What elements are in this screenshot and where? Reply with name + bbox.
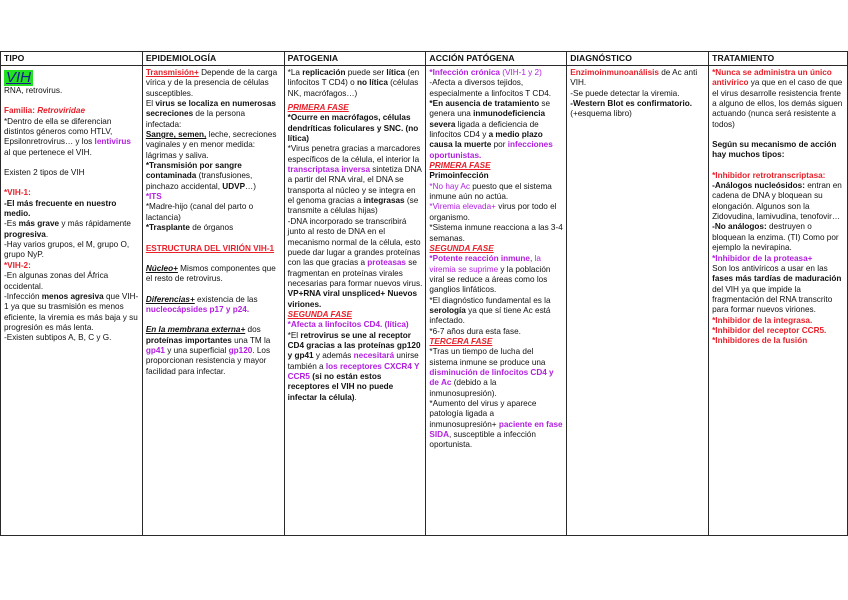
tipo-vih1-heading: *VIH-1: bbox=[4, 188, 31, 198]
tipo-vih1-grupos: -Hay varios grupos, el M, grupo O, grupo NyP. bbox=[4, 240, 130, 260]
tipo-vih1-grave: -Es más grave y más rápidamente progresiva. bbox=[4, 219, 131, 239]
trat-proteasa: *Inhibidor de la proteasa+ bbox=[712, 253, 813, 263]
trat-no-analogos: -No análogos: destruyen o bloquean la enzima. (TI) Como por ejemplo la nevirapina. bbox=[712, 222, 839, 253]
pat-replicacion: *La replicación puede ser lítica (en linfocitos T CD4) o no lítica (células NK, macrófagos…) bbox=[287, 68, 420, 98]
trat-proteasa-desc: Son los antivíricos a usar en las fases más tardías de maduración del VIH ya que impide la fragmentación del RNA transcrito para formar nuevos viriones. bbox=[712, 263, 842, 315]
header-epidemiologia: EPIDEMIOLOGÍA bbox=[142, 52, 284, 66]
header-patogenia: PATOGENIA bbox=[284, 52, 426, 66]
acc-primoinfeccion: Primoinfección bbox=[429, 171, 489, 181]
acc-reacciona: *Sistema inmune reacciona a las 3-4 semanas. bbox=[429, 223, 563, 243]
acc-anos: *6-7 años dura esta fase. bbox=[429, 326, 521, 336]
acc-diagnostico: *El diagnóstico fundamental es la serología ya que sí tiene Ac está infectado. bbox=[429, 295, 551, 326]
diag-western-blot: -Western Blot es confirmatorio. bbox=[570, 99, 693, 109]
header-accion-patogena: ACCIÓN PATÓGENA bbox=[426, 52, 567, 66]
acc-ausencia: *En ausencia de tratamiento se genera una inmunodeficiencia severa ligada a deficiencia de linfocitos CD4 y a medio plazo causa la muerte por infecciones oportunistas. bbox=[429, 99, 553, 160]
epi-madre: *Madre-hijo (canal del parto o lactancia) bbox=[145, 202, 254, 222]
epi-trans-sangre: *Transmisión por sangre contaminada (transfusiones, pinchazo accidental, UDVP…) bbox=[145, 161, 256, 191]
header-tratamiento: TRATAMIENTO bbox=[709, 52, 848, 66]
cell-tipo bbox=[1, 66, 143, 536]
trat-unico: *Nunca se administra un único antivírico ya que en el caso de que el virus desarrolle resistencia frente a alguno de ellos, los demás siguen actuando (nunca será resistente a todos) bbox=[712, 68, 843, 129]
cell-diagnostico bbox=[567, 66, 709, 536]
tipo-vih2-subtipos: -Existen subtipos A, B, C y G. bbox=[4, 333, 112, 343]
acc-cronica: *Infección crónica (VIH-1 y 2) bbox=[429, 68, 542, 77]
acc-segunda-fase: SEGUNDA FASE bbox=[429, 243, 494, 253]
pat-receptor: *El retrovirus se une al receptor CD4 gracias a las proteínas gp120 y gp41 y además necesitará unirse también a los receptores CXCR4 Y CCR5 (si no están estos receptores el VIH no puede infectar la célula). bbox=[287, 330, 421, 402]
epi-diferencias: Diferencias+ existencia de las nucleocápsides p17 y p24. bbox=[145, 294, 258, 314]
pat-afecta: *Afecta a linfocitos CD4. (lítica) bbox=[287, 320, 409, 330]
pat-primera-fase: PRIMERA FASE bbox=[287, 103, 349, 113]
tipo-vih1-frecuente: -El más frecuente en nuestro medio. bbox=[4, 198, 117, 219]
epi-transmision: Transmisión+ Depende de la carga vírica y de la presencia de células susceptibles. bbox=[145, 68, 278, 98]
cell-patogenia bbox=[284, 66, 426, 536]
tipo-existen: Existen 2 tipos de VIH bbox=[4, 168, 85, 178]
acc-aumento: *Aumento del virus y aparece patología ligada a inmunosupresión+ paciente en fase SIDA, susceptible a infección oportunista. bbox=[429, 399, 563, 450]
acc-no-ac: *No hay Ac puesto que el sistema inmune aún no actúa. bbox=[429, 181, 552, 202]
epi-secreciones: El virus se localiza en numerosas secreciones de la persona infectada: bbox=[145, 99, 276, 129]
pat-segunda-fase: SEGUNDA FASE bbox=[287, 309, 352, 319]
cell-tratamiento bbox=[709, 66, 848, 536]
header-row bbox=[1, 52, 848, 66]
diag-enzimo: Enzimoinmunoanálisis de Ac anti VIH. bbox=[570, 68, 698, 88]
pat-penetra: *Virus penetra gracias a marcadores específicos de la célula, el interior la transcriptasa inversa sintetiza DNA a partir del RNA viral, el DNA se transporta al núcleo y se integra en el genoma gracias a integrasas (se transmite a células hijas) bbox=[287, 144, 422, 216]
tipo-vih2-heading: *VIH-2: bbox=[4, 260, 31, 270]
tipo-vih2-infeccion: -Infección menos agresiva que VIH-1 ya que su trasmisión es menos eficiente, la viremia es más baja y su progresión es más lenta. bbox=[4, 291, 139, 332]
vih-highlight: VIH bbox=[6, 69, 32, 86]
diag-viremia: -Se puede detectar la viremia. bbox=[570, 88, 680, 98]
header-diagnostico: DIAGNÓSTICO bbox=[567, 52, 709, 66]
diag-esquema: (+esquema libro) bbox=[570, 109, 632, 119]
acc-viremia: *Viremia elevada+ virus por todo el organismo. bbox=[429, 202, 557, 222]
epi-sangre: Sangre, semen, leche, secreciones vaginales y en menor medida: lágrimas y saliva. bbox=[145, 130, 277, 160]
acc-afecta: -Afecta a diversos tejidos, especialmente a linfocitos T CD4. bbox=[429, 78, 552, 98]
tipo-vih2-africa: -En algunas zonas del África occidental. bbox=[4, 271, 109, 291]
tipo-familia-desc: *Dentro de ella se diferencian distintos géneros como HTLV, Epsilonretrovirus… y los lentivirus al que pertenece el VIH. bbox=[4, 116, 131, 157]
pat-dna: -DNA incorporado se transcribirá junto al resto de DNA en el mecanismo normal de la célula, esto puede dar lugar a grandes proteínas con las que gracias a proteasas se fragmentan en proteínas virales necesarias para formar nuevos virus. bbox=[287, 216, 423, 288]
acc-primera-fase: PRIMERA FASE bbox=[429, 161, 491, 171]
epi-membrana: En la membrana externa+ dos proteínas importantes una TM la gp41 y una superficial gp120. Los proporcionan resistencia y mayor facilidad para infectar. bbox=[145, 325, 271, 376]
tipo-familia: Familia: Retroviridae bbox=[4, 106, 85, 116]
trat-ccr5: *Inhibidor del receptor CCR5. bbox=[712, 325, 827, 335]
acc-potente: *Potente reacción inmune, la viremia se suprime y la población viral se reduce a áreas como los ganglios linfáticos. bbox=[429, 254, 551, 295]
cell-accion-patogena bbox=[426, 66, 567, 536]
pat-ocurre: *Ocurre en macrófagos, células dendríticas foliculares y SNC. (no lítica) bbox=[287, 113, 419, 144]
trat-integrasa: *Inhibidor de la integrasa. bbox=[712, 315, 813, 325]
summary-table bbox=[0, 51, 848, 536]
header-tipo: TIPO bbox=[1, 52, 143, 66]
acc-tercera-fase: TERCERA FASE bbox=[429, 336, 493, 346]
trat-fusion: *Inhibidores de la fusión bbox=[712, 336, 808, 346]
pat-vp-rna: VP+RNA viral unspliced+ Nuevos viriones. bbox=[287, 289, 418, 309]
trat-analogos: -Análogos nucleósidos: entran en cadena de DNA y bloquean su elongación. Algunos son la Zidovudina, lamivudina, tenofovir… bbox=[712, 181, 842, 222]
tipo-retro: RNA, retrovirus. bbox=[4, 86, 63, 95]
epi-trasplante: *Trasplante de órganos bbox=[145, 223, 234, 233]
trat-retro: *Inhibidor retrotranscriptasa: bbox=[712, 170, 826, 180]
epi-its: *ITS bbox=[145, 192, 162, 202]
trat-mecanismo: Según su mecanismo de acción hay muchos tipos: bbox=[712, 140, 837, 160]
epi-estructura: ESTRUCTURA DEL VIRIÓN VIH-1 bbox=[145, 243, 275, 253]
content-row bbox=[1, 66, 848, 536]
epi-nucleo: Núcleo+ Mismos componentes que el resto de retrovirus. bbox=[145, 263, 276, 284]
acc-tercera: *Tras un tiempo de lucha del sistema inmune se produce una disminución de linfocitos CD4 y de Ac (debido a la inmunosupresión). bbox=[429, 347, 554, 398]
cell-epidemiologia bbox=[142, 66, 284, 536]
